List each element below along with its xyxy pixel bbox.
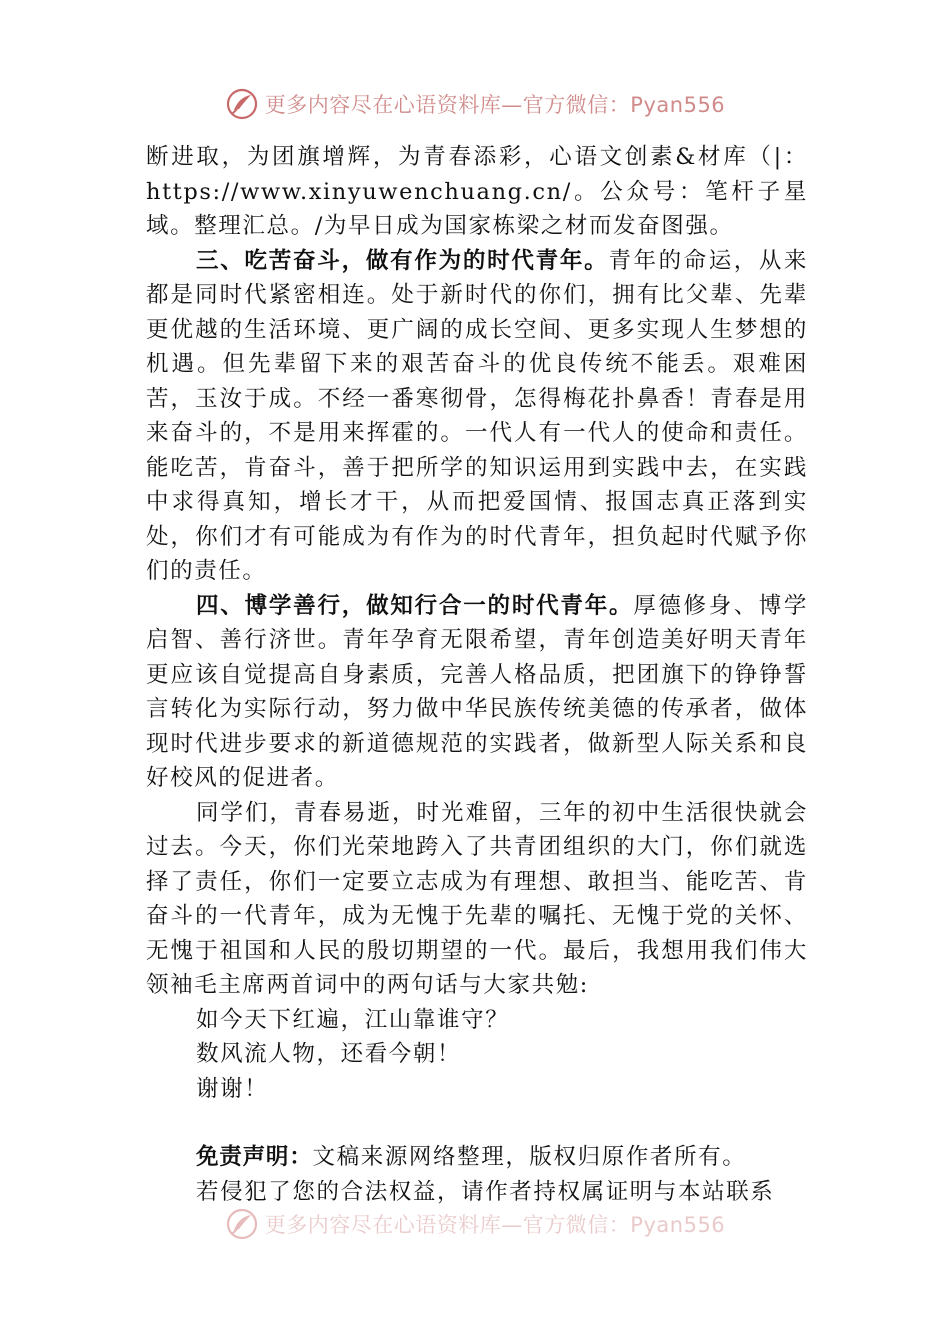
paragraph-section-three: [146, 244, 808, 589]
spacer: [146, 1106, 808, 1140]
disclaimer-label: 免责声明：: [196, 1144, 313, 1170]
thanks-line: 谢谢！: [196, 1075, 269, 1102]
watermark-text: 更多内容尽在心语资料库—官方微信：Pyan556: [264, 93, 726, 117]
watermark-text: 更多内容尽在心语资料库—官方微信：Pyan556: [264, 1213, 726, 1237]
disclaimer-text: 文稿来源网络整理，版权归原作者所有。: [312, 1144, 747, 1170]
pen-circle-logo-icon: [225, 1207, 259, 1241]
disclaimer-line-2: 若侵犯了您的合法权益，请作者持权属证明与本站联系: [196, 1178, 775, 1205]
footer-watermark: [0, 1204, 950, 1244]
paragraph-continuation: 断进取，为团旗增辉，为青春添彩，心语文创素&材库（|：https://www.xinyuwenchuang.cn/。公众号：笔杆子星域。整理汇总。/为早日成为国家栋梁之材而发奋图强。: [146, 144, 808, 239]
quote-line-1: 如今天下红遍，江山靠谁守？: [196, 1006, 510, 1033]
pen-circle-logo-icon: [225, 87, 259, 121]
header-watermark: [0, 84, 950, 124]
paragraph-closing: 同学们，青春易逝，时光难留，三年的初中生活很快就会过去。今天，你们光荣地跨入了共青团组织的大门，你们就选择了责任，你们一定要立志成为有理想、敢担当、能吃苦、肯奋斗的一代青年，成为无愧于先辈的嘱托、无愧于党的关怀、无愧于祖国和人民的殷切期望的一代。最后，我想用我们伟大领袖毛主席两首词中的两句话与大家共勉:: [146, 799, 808, 998]
section-four-body: 厚德修身、博学启智、善行济世。青年孕育无限希望，青年创造美好明天青年更应该自觉提高自身素质，完善人格品质，把团旗下的铮铮誓言转化为实际行动，努力做中华民族传统美德的传承者，做体现时代进步要求的新道德规范的实践者，做新型人际关系和良好校风的促进者。: [146, 592, 809, 791]
disclaimer-line: [146, 1140, 808, 1175]
section-four-heading: 四、博学善行，做知行合一的时代青年。: [196, 592, 634, 619]
section-three-body: 青年的命运，从来都是同时代紧密相连。处于新时代的你们，拥有比父辈、先辈更优越的生活环境、更广阔的成长空间、更多实现人生梦想的机遇。但先辈留下来的艰苦奋斗的优良传统不能丢。艰难困苦，玉汝于成。不经一番寒彻骨，怎得梅花扑鼻香！青春是用来奋斗的，不是用来挥霍的。一代人有一代人的使命和责任。能吃苦，肯奋斗，善于把所学的知识运用到实践中去，在实践中求得真知，增长才干，从而把爱国情、报国志真正落到实处，你们才有可能成为有作为的时代青年，担负起时代赋予你们的责任。: [146, 247, 808, 584]
document-body: [146, 140, 808, 1209]
quote-line-2: 数风流人物，还看今朝！: [196, 1041, 462, 1067]
section-three-heading: 三、吃苦奋斗，做有作为的时代青年。: [196, 247, 609, 274]
paragraph-section-four: [146, 589, 808, 796]
